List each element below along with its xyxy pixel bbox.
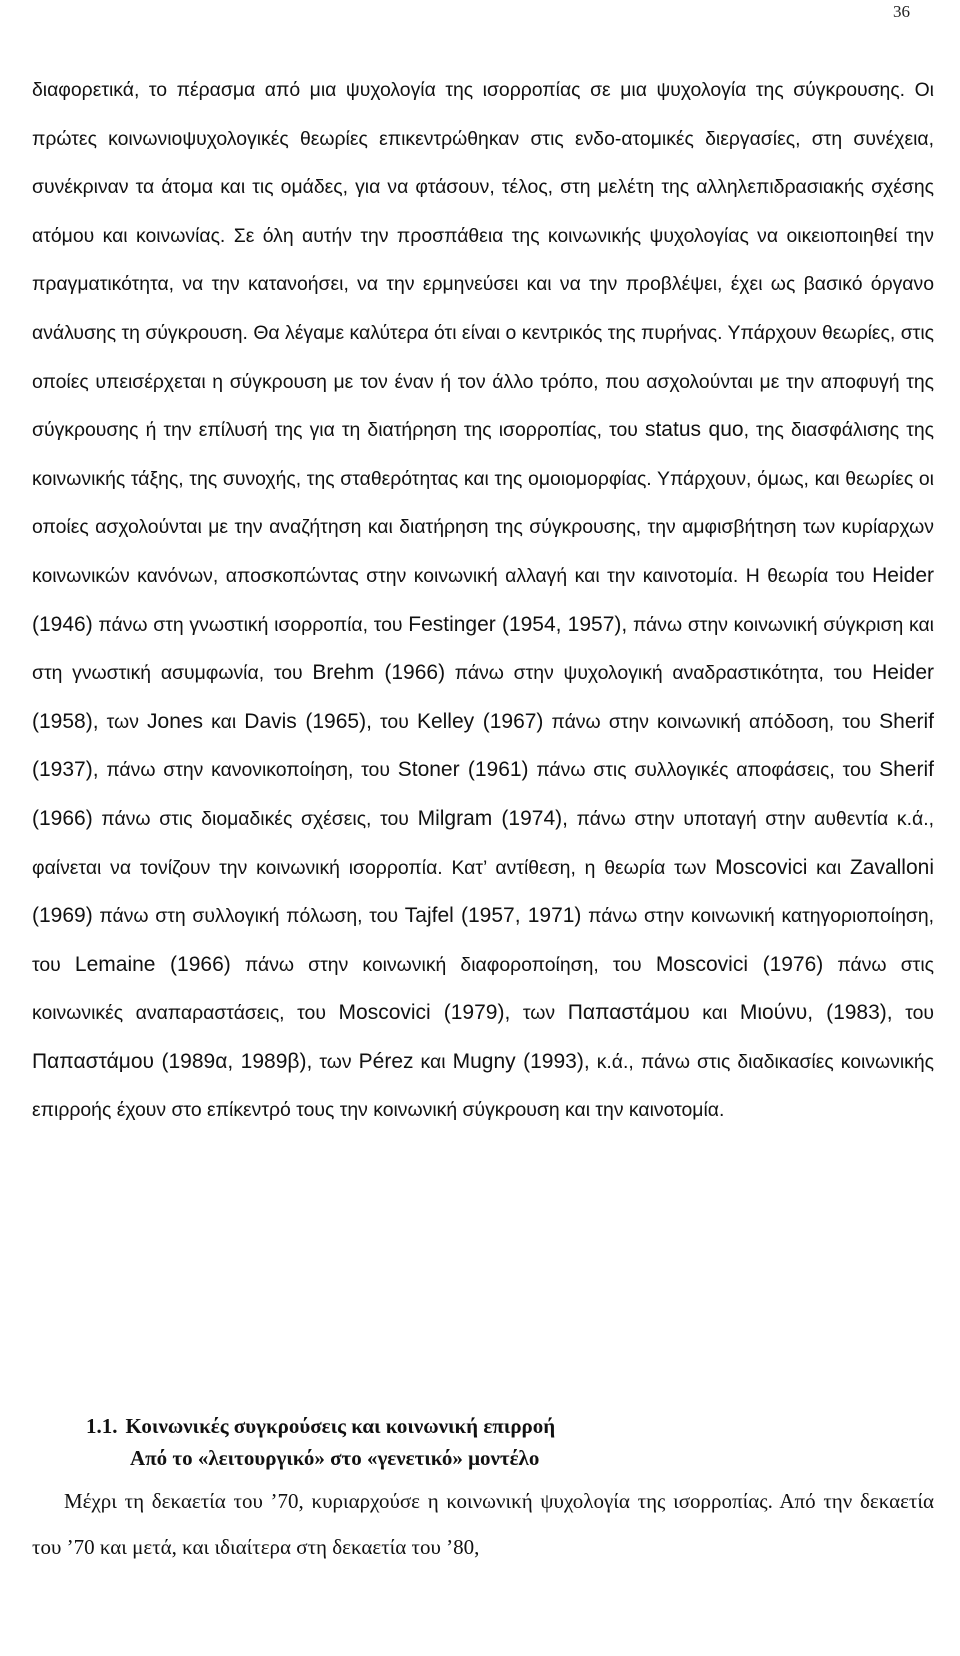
text-run: και <box>807 856 850 879</box>
text-run: πάνω στην κοινωνική διαφοροποίηση, του <box>230 953 656 976</box>
text-run: των <box>98 710 148 733</box>
citation: Heider (1946) <box>32 563 934 636</box>
citation: Moscovici <box>715 855 808 879</box>
text-run: πάνω στην υποταγή στην αυθεντία κ.ά., φαίνεται να τονίζουν την κοινωνική ισορροπία. Κατ’ αντίθεση, η θεωρία των <box>32 807 934 879</box>
citation: Brehm (1966) <box>312 661 446 685</box>
text-run: διαφορετικά, το πέρασμα από μια ψυχολογία της ισορροπίας σε μια ψυχολογία της σύγκρουσης. Οι πρώτες κοινωνιοψυχολογικές θεωρίες επικεντρώθηκαν στις ενδο-ατομικές διεργασίες, στη συνέχεια, συνέκριναν τα άτομα και τις ομάδες, για να φτάσουν, τέλος, στη μελέτη της αλληλεπιδρασιακής σχέσης ατόμου και κοινωνίας. Σε όλη αυτήν την προσπάθεια της κοινωνικής ψυχολογίας να οικειοποιηθεί την πραγματικότητα, να την κατανοήσει, να την ερμηνεύσει και να την προβλέψει, έχει ως βασικό όργανο ανάλυσης τη σύγκρουση. Θα λέγαμε καλύτερα ότι είναι ο κεντρικός της πυρήνας. Υπάρχουν θεωρίες, στις οποίες υπεισέρχεται η σύγκρουση με τον έναν ή τον άλλο τρόπο, που ασχολούνται με την αποφυγή της σύγκρουσης ή την επίλυσή της για τη διατήρηση της ισορροπίας, του <box>32 79 934 442</box>
citation: Παπαστάμου <box>567 1001 690 1025</box>
text-run: του <box>892 1002 934 1025</box>
section-number: 1.1. <box>86 1414 118 1438</box>
citation: Stoner (1961) <box>397 758 529 782</box>
text-run: πάνω στην κοινωνική κατηγοριοποίηση, του <box>32 905 934 976</box>
citation: Lemaine (1966) <box>74 952 231 976</box>
citation: Zavalloni (1969) <box>32 855 934 928</box>
text-run: των <box>312 1050 359 1073</box>
citation: Davis (1965), <box>244 709 372 733</box>
citation: Παπαστάμου (1989α, 1989β), <box>32 1049 313 1073</box>
text-run: πάνω στην ψυχολογική αναδραστικότητα, του <box>445 662 873 685</box>
text-run: πάνω στις συλλογικές αποφάσεις, του <box>528 759 880 782</box>
text-run: και <box>689 1002 740 1025</box>
text-run: και <box>413 1050 453 1073</box>
section-heading-line1 <box>86 1410 926 1442</box>
text-run: του <box>371 710 417 733</box>
section-heading <box>86 1410 926 1474</box>
text-run: πάνω στη συλλογική πόλωση, του <box>92 905 405 928</box>
text-run: και <box>203 710 245 733</box>
body-paragraph-2: Μέχρι τη δεκαετία του ’70, κυριαρχούσε η κοινωνική ψυχολογία της ισορροπίας. Από την δεκαετία του ’70 και μετά, και ιδιαίτερα στη δεκαετία του ’80, <box>32 1489 934 1559</box>
text-run: πάνω στις διομαδικές σχέσεις, του <box>92 807 418 830</box>
section-title: Κοινωνικές συγκρούσεις και κοινωνική επιρροή <box>125 1414 556 1438</box>
text-run: πάνω στην κανονικοποίηση, του <box>98 759 398 782</box>
citation: Μιούνυ, (1983), <box>739 1001 893 1025</box>
citation: Moscovici (1979), <box>338 1001 511 1025</box>
text-run: πάνω στην κοινωνική απόδοση, του <box>543 710 880 733</box>
text-run: , της διασφάλισης της κοινωνικής τάξης, της συνοχής, της σταθερότητας και της ομοιομορφίας. Υπάρχουν, όμως, και θεωρίες οι οποίες ασχολούνται με την αναζήτηση και διατήρηση της σύγκρουσης, την αμφισβήτηση των κυρίαρχων κοινωνικών κανόνων, αποσκοπώντας στην κοινωνική αλλαγή και την καινοτομία. Η θεωρία του <box>32 419 934 587</box>
citation: Jones <box>147 709 204 733</box>
main-text <box>32 66 934 1135</box>
citation: Sherif (1937), <box>32 709 934 782</box>
citation: Mugny (1993), <box>452 1049 590 1073</box>
citation: Sherif (1966) <box>32 758 934 830</box>
citation: Kelley (1967) <box>416 709 544 733</box>
citation: Moscovici (1976) <box>655 952 824 976</box>
text-run: πάνω στην κοινωνική σύγκριση και στη γνωστική ασυμφωνία, του <box>32 613 934 685</box>
citation: Festinger (1954, 1957), <box>408 612 628 636</box>
text-run: πάνω στη γνωστική ισορροπία, του <box>92 613 409 636</box>
text-run: πάνω στις κοινωνικές αναπαραστάσεις, του <box>32 953 934 1025</box>
body-paragraph <box>32 66 934 1135</box>
text-run-latin: status quo <box>644 418 744 442</box>
citation: Heider (1958), <box>32 661 934 733</box>
citation: Pérez <box>358 1049 414 1073</box>
text-run: των <box>510 1002 568 1025</box>
citation: Milgram (1974), <box>417 806 568 830</box>
section-subtitle: Από το «λειτουργικό» στο «γενετικό» μοντέλο <box>130 1446 540 1470</box>
text-run: κ.ά., πάνω στις διαδικασίες κοινωνικής επιρροής έχουν στο επίκεντρό τους την κοινωνική σύγκρουση και την καινοτομία. <box>32 1050 934 1122</box>
citation: Tajfel (1957, 1971) <box>404 904 582 928</box>
page-number: 36 <box>893 2 910 21</box>
